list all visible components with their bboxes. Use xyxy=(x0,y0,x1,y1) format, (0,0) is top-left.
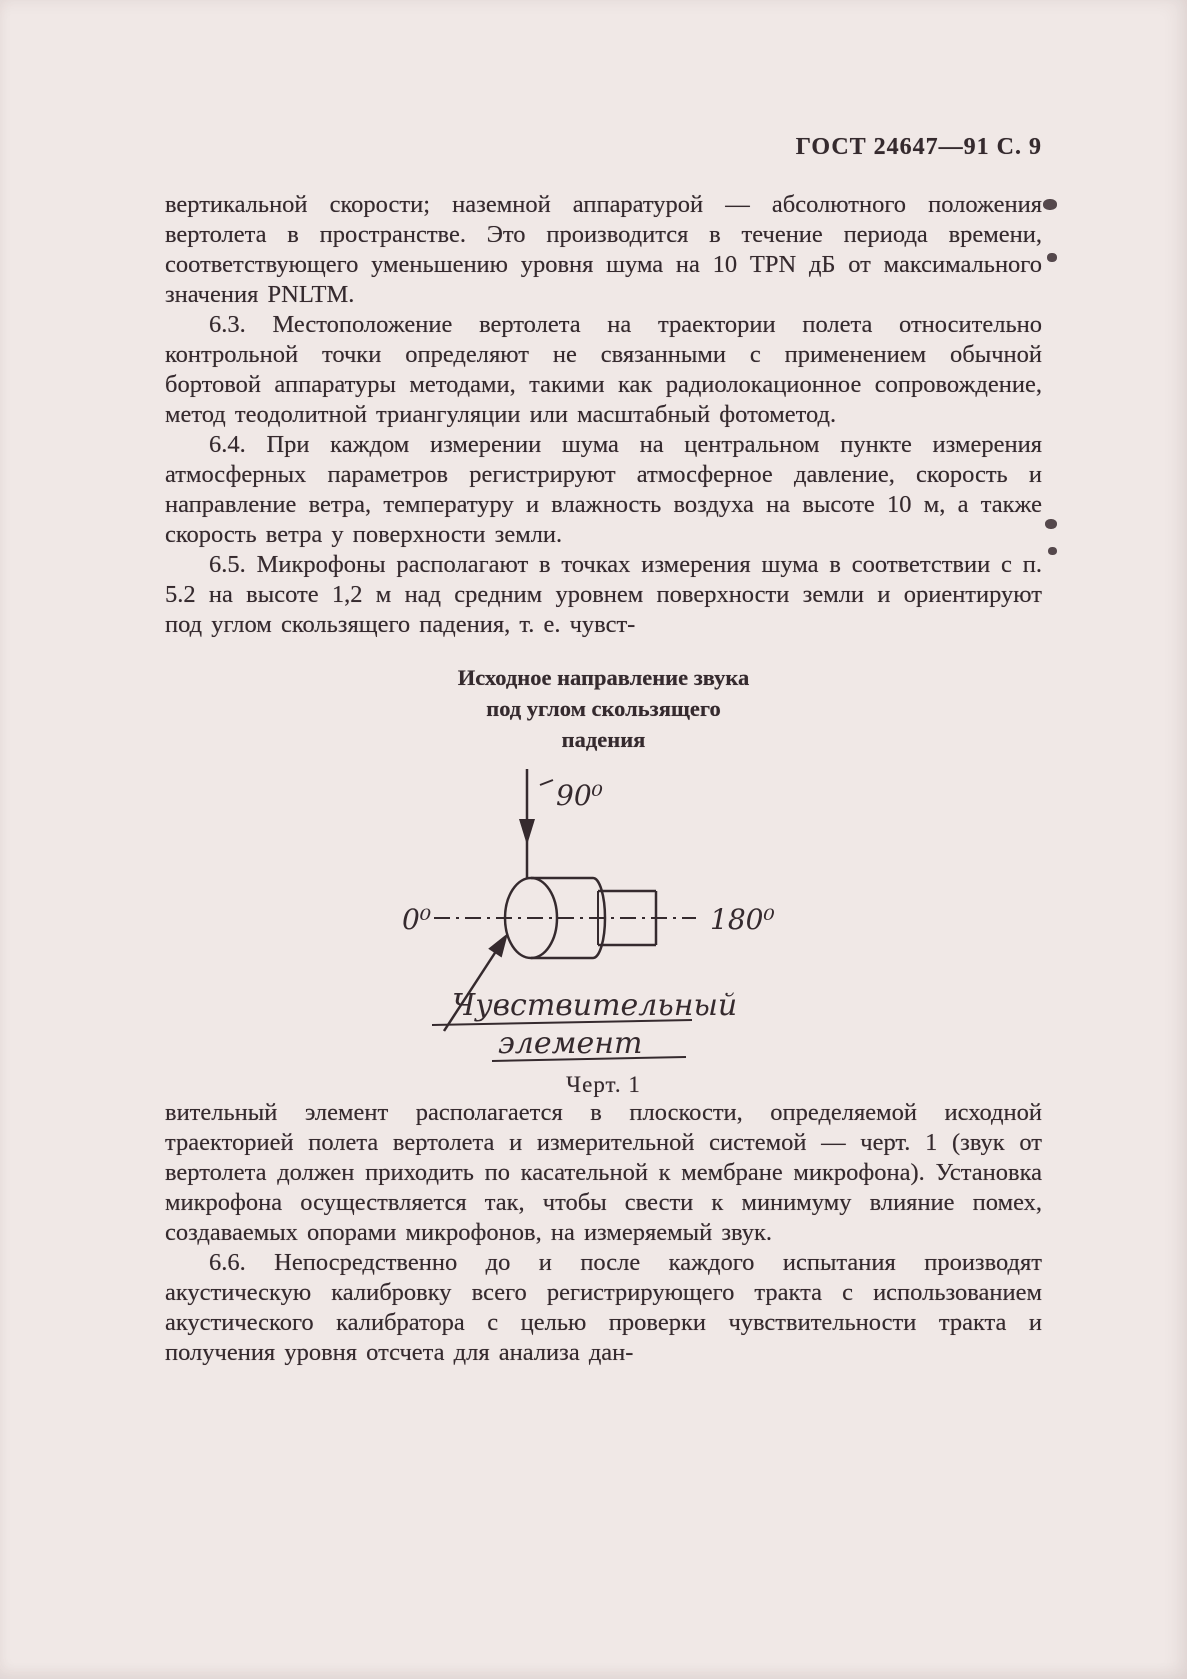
page-header-gost-number: ГОСТ 24647—91 С. 9 xyxy=(795,134,1042,160)
figure-title xyxy=(165,662,1042,755)
figure-title-line-3: падения xyxy=(561,727,646,752)
scan-artifact xyxy=(1047,253,1057,262)
paragraph-6-5: 6.5. Микрофоны располагают в точках измерения шума в соответствии с п. 5.2 на высоте 1,2 м над средним уровнем поверхности земли и ориентируют под углом скользящего падения, т. е. чувст- xyxy=(165,551,1042,638)
label-0-degrees: 0⁰ xyxy=(401,903,431,936)
label-sensitive-element-line-2: элемент xyxy=(497,1026,642,1061)
figure-title-line-2: под углом скользящего xyxy=(486,696,721,721)
figure-1 xyxy=(165,662,1042,1098)
paragraph-6-6: 6.6. Непосредственно до и после каждого испытания производят акустическую калибровку всего регистрирующего тракта с использованием акустического калибратора с целью проверки чувствительности тракта и получения уровня отсчета для анализа дан- xyxy=(165,1249,1042,1366)
paragraph-6-4: 6.4. При каждом измерении шума на центральном пункте измерения атмосферных параметров регистрируют атмосферное давление, скорость и направление ветра, температуру и влажность воздуха на высоте 10 м, а также скорость ветра у поверхности земли. xyxy=(165,431,1042,548)
label-180-degrees: 180⁰ xyxy=(709,903,775,936)
paragraph-6-3: 6.3. Местоположение вертолета на траектории полета относительно контрольной точки определяют не связанными с применением обычной бортовой аппаратуры методами, такими как радиолокационное сопровождение, метод теодолитной триангуляции или масштабный фотометод. xyxy=(165,311,1042,428)
document-body xyxy=(165,190,1042,1368)
microphone-orientation-diagram xyxy=(394,763,814,1065)
figure-title-line-1: Исходное направление звука xyxy=(457,665,750,690)
label-sensitive-element-line-1: Чувствительный xyxy=(451,988,737,1023)
scan-artifact xyxy=(1048,547,1057,555)
scan-artifact xyxy=(1043,199,1057,210)
paragraph-continuation-top: вертикальной скорости; наземной аппаратурой — абсолютного положения вертолета в пространстве. Это производится в течение периода времени, соответствующего уменьшению уровня шума на 10 TPN дБ от максимального значения PNLTM. xyxy=(165,191,1042,308)
label-90-degrees: 90⁰ xyxy=(555,779,603,812)
figure-caption: Черт. 1 xyxy=(566,1072,641,1097)
tick-mark xyxy=(540,780,553,785)
paragraph-continuation-bottom: вительный элемент располагается в плоскости, определяемой исходной траекторией полета вертолета и измерительной системой — черт. 1 (звук от вертолета должен приходить по касательной к мембране микрофона). Установка микрофона осуществляется так, чтобы свести к минимуму влияние помех, создаваемых опорами микрофонов, на измеряемый звук. xyxy=(165,1099,1042,1246)
figure-diagram-wrapper xyxy=(165,763,1042,1070)
down-arrowhead-icon xyxy=(519,819,535,845)
scan-artifact xyxy=(1045,519,1057,529)
